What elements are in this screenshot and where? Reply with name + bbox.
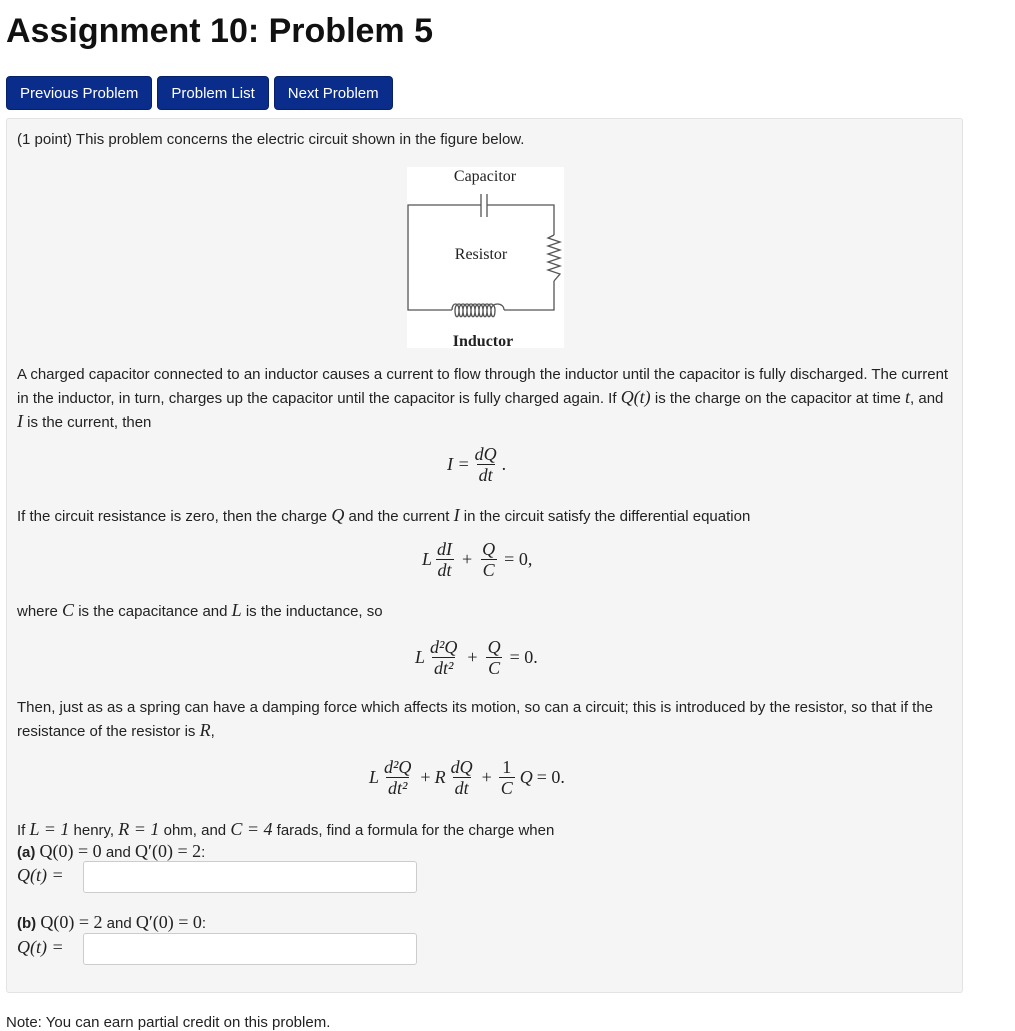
page-title: Assignment 10: Problem 5: [6, 12, 434, 50]
paragraph-zero-resistance: If the circuit resistance is zero, then the charge Q and the current I in the circuit satisfy the differential equation: [17, 505, 751, 525]
part-b-condition: (b) Q(0) = 2 and Q′(0) = 0:: [17, 912, 207, 932]
problem-nav: [6, 76, 393, 110]
answer-a-input[interactable]: [83, 861, 417, 893]
answer-b-input[interactable]: [83, 933, 417, 965]
capacitor-label: Capacitor: [453, 168, 517, 185]
inductor-icon: [452, 304, 504, 317]
problem-intro: (1 point) This problem concerns the electric circuit shown in the figure below.: [17, 131, 525, 148]
circuit-diagram: [407, 167, 564, 348]
equation-lc-charge: L $\frac{\text{d²Q}}{\text{dt²}}$ + $\frac{Q}{C}$ = 0.: [415, 637, 538, 678]
answer-a-label: Q(t) =: [17, 865, 64, 885]
next-problem-button[interactable]: Next Problem: [274, 76, 393, 110]
resistor-label: Resistor: [454, 246, 508, 263]
given-values: If L = 1 henry, R = 1 ohm, and C = 4 farads, find a formula for the charge when: [17, 819, 555, 839]
equation-lc-current: L $\frac{dI}{dt}$ + $\frac{Q}{C}$ = 0,: [422, 539, 533, 580]
part-a-condition: (a) Q(0) = 0 and Q′(0) = 2:: [17, 841, 206, 861]
inductor-label: Inductor: [452, 333, 514, 348]
circuit-figure: [407, 167, 564, 348]
footnote: Note: You can earn partial credit on this problem.: [6, 1014, 331, 1031]
resistor-icon: [548, 235, 560, 281]
equation-rlc: L $\frac{\text{d²Q}}{\text{dt²}}$ + R $\frac{dQ}{dt}$ + $\frac{1}{C}$ Q = 0.: [369, 757, 565, 798]
problem-list-button[interactable]: Problem List: [157, 76, 268, 110]
capacitor-icon: [481, 194, 487, 217]
paragraph-capacitor: A charged capacitor connected to an inductor causes a current to flow through the inductor until the capacitor is fully discharged. The current in the inductor, in turn, charges up the capacitor until the capacitor is fully charged again. If Q(t) is the charge on the capacitor at time t, and I is the current, then: [17, 366, 949, 431]
paragraph-capacitance: where C is the capacitance and L is the inductance, so: [17, 600, 383, 620]
answer-b-label: Q(t) =: [17, 937, 64, 957]
previous-problem-button[interactable]: Previous Problem: [6, 76, 152, 110]
equation-current: I = $\frac{dQ}{dt}$ .: [447, 444, 507, 485]
paragraph-damping: Then, just as as a spring can have a damping force which affects its motion, so can a circuit; this is introduced by the resistor, so that if the resistance of the resistor is R,: [17, 699, 934, 740]
problem-body: [6, 118, 963, 993]
